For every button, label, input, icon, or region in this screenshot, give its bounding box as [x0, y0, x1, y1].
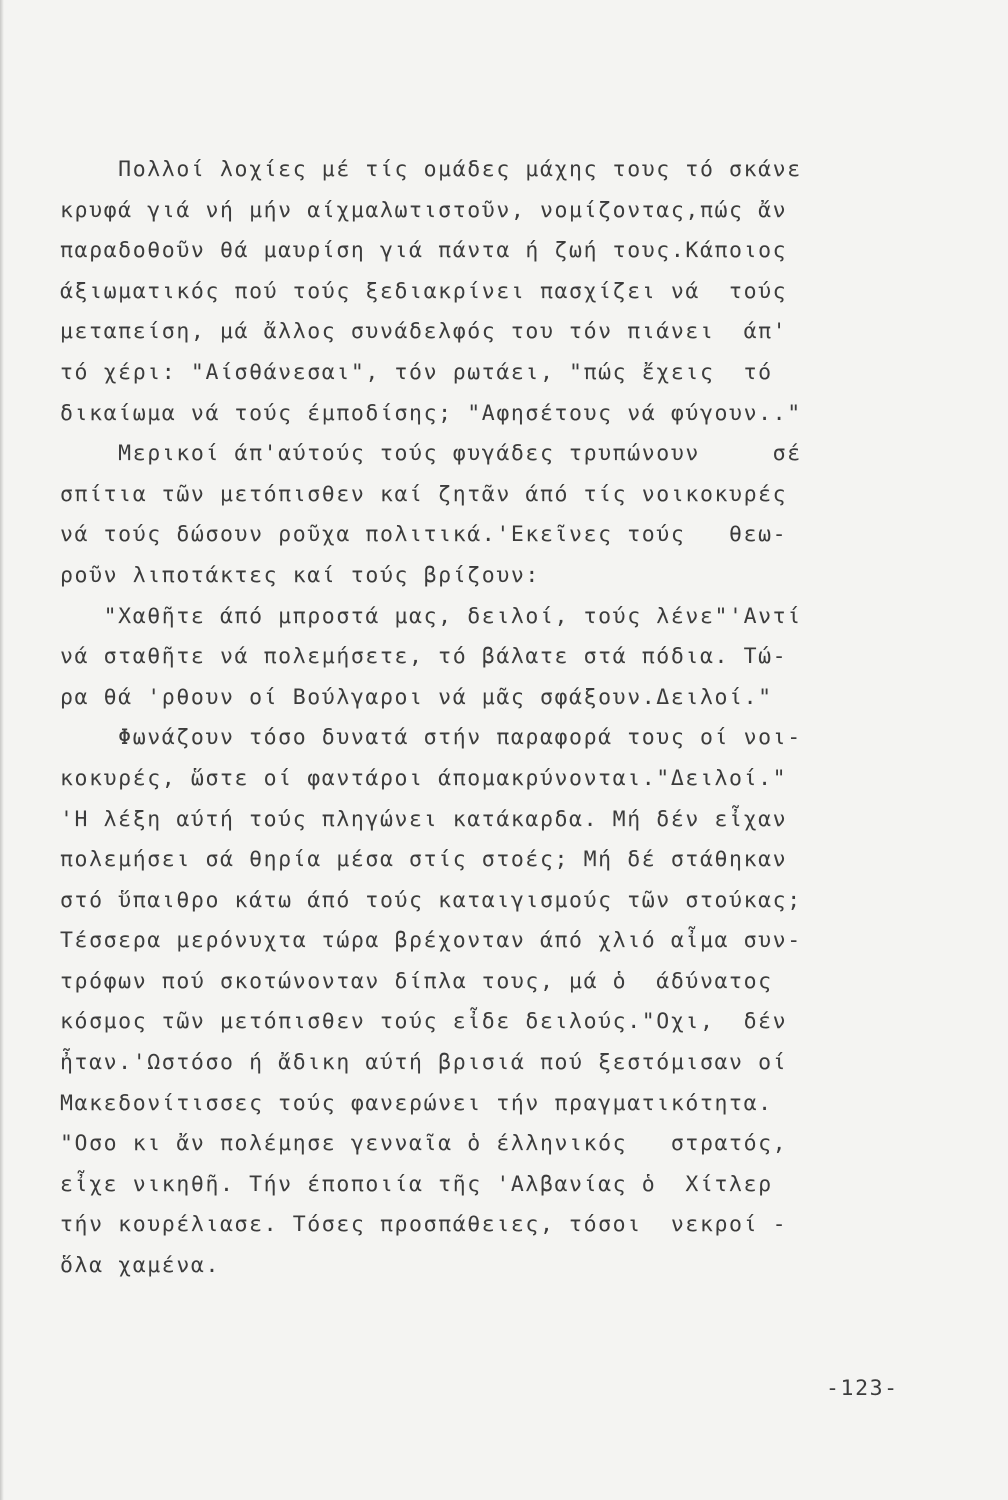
text-line: μεταπείση, μά ἄλλος συνάδελφός του τόν πιάνει άπ' — [60, 319, 788, 345]
page-left-edge — [0, 0, 4, 1500]
text-line: Πολλοί λοχίες μέ τίς ομάδες μάχης τους τό σκάνε — [60, 157, 802, 182]
text-line: τήν κουρέλιασε. Τόσες προσπάθειες, τόσοι νεκροί - — [60, 1212, 788, 1238]
text-line: κόσμος τῶν μετόπισθεν τούς εἶδε δειλούς."Οχι, δέν — [60, 1009, 788, 1035]
text-line: Φωνάζουν τόσο δυνατά στήν παραφορά τους οί νοι- — [60, 725, 802, 751]
text-line: ροῦν λιποτάκτες καί τούς βρίζουν: — [60, 562, 540, 588]
typewritten-text-body — [60, 150, 930, 1287]
text-line: νά τούς δώσουν ροῦχα πολιτικά.'Εκεῖνες τούς θεω- — [60, 522, 788, 548]
text-line: κρυφά γιά νή μήν αίχμαλωτιστοῦν, νομίζοντας,πώς ἄν — [60, 197, 788, 223]
text-line: δικαίωμα νά τούς έμποδίσης; "Αφησέτους νά φύγουν.." — [60, 400, 802, 426]
text-line: εἶχε νικηθῆ. Τήν έποποιία τῆς 'Αλβανίας ὁ Χίτλερ — [60, 1171, 773, 1197]
text-line: ὅλα χαμένα. — [60, 1253, 220, 1279]
text-line: παραδοθοῦν θά μαυρίση γιά πάντα ή ζωή τους.Κάποιος — [60, 238, 788, 264]
text-line: σπίτια τῶν μετόπισθεν καί ζητᾶν άπό τίς νοικοκυρές — [60, 481, 788, 507]
text-line: Μακεδονίτισσες τούς φανερώνει τήν πραγματικότητα. — [60, 1090, 773, 1116]
text-line: Τέσσερα μερόνυχτα τώρα βρέχονταν άπό χλιό αἶμα συν- — [60, 928, 802, 954]
text-line: στό ὕπαιθρο κάτω άπό τούς καταιγισμούς τῶν στούκας; — [60, 887, 802, 913]
text-line: νά σταθῆτε νά πολεμήσετε, τό βάλατε στά πόδια. Τώ- — [60, 644, 788, 670]
page-number: -123- — [826, 1376, 899, 1401]
text-line: κοκυρές, ὥστε οί φαντάροι άπομακρύνονται."Δειλοί." — [60, 765, 788, 791]
text-line: άξιωματικός πού τούς ξεδιακρίνει πασχίζει νά τούς — [60, 278, 788, 304]
text-line: τρόφων πού σκοτώνονταν δίπλα τους, μά ὁ άδύνατος — [60, 968, 773, 994]
text-line: Μερικοί άπ'αύτούς τούς φυγάδες τρυπώνουν σέ — [60, 441, 802, 467]
text-line: ρα θά 'ρθουν οί Βούλγαροι νά μᾶς σφάξουν.Δειλοί." — [60, 684, 773, 710]
text-line: "Οσο κι ἄν πολέμησε γενναῖα ὁ έλληνικός στρατός, — [60, 1131, 788, 1157]
text-line: ἦταν.'Ωστόσο ή ἄδικη αύτή βρισιά πού ξεστόμισαν οί — [60, 1050, 788, 1076]
text-line: πολεμήσει σά θηρία μέσα στίς στοές; Μή δέ στάθηκαν — [60, 847, 788, 873]
text-line: "Χαθῆτε άπό μπροστά μας, δειλοί, τούς λένε"'Αντί — [60, 603, 802, 629]
text-line: τό χέρι: "Αίσθάνεσαι", τόν ρωτάει, "πώς ἔχεις τό — [60, 359, 773, 385]
text-line: 'Η λέξη αύτή τούς πληγώνει κατάκαρδα. Μή δέν εἶχαν — [60, 806, 788, 832]
